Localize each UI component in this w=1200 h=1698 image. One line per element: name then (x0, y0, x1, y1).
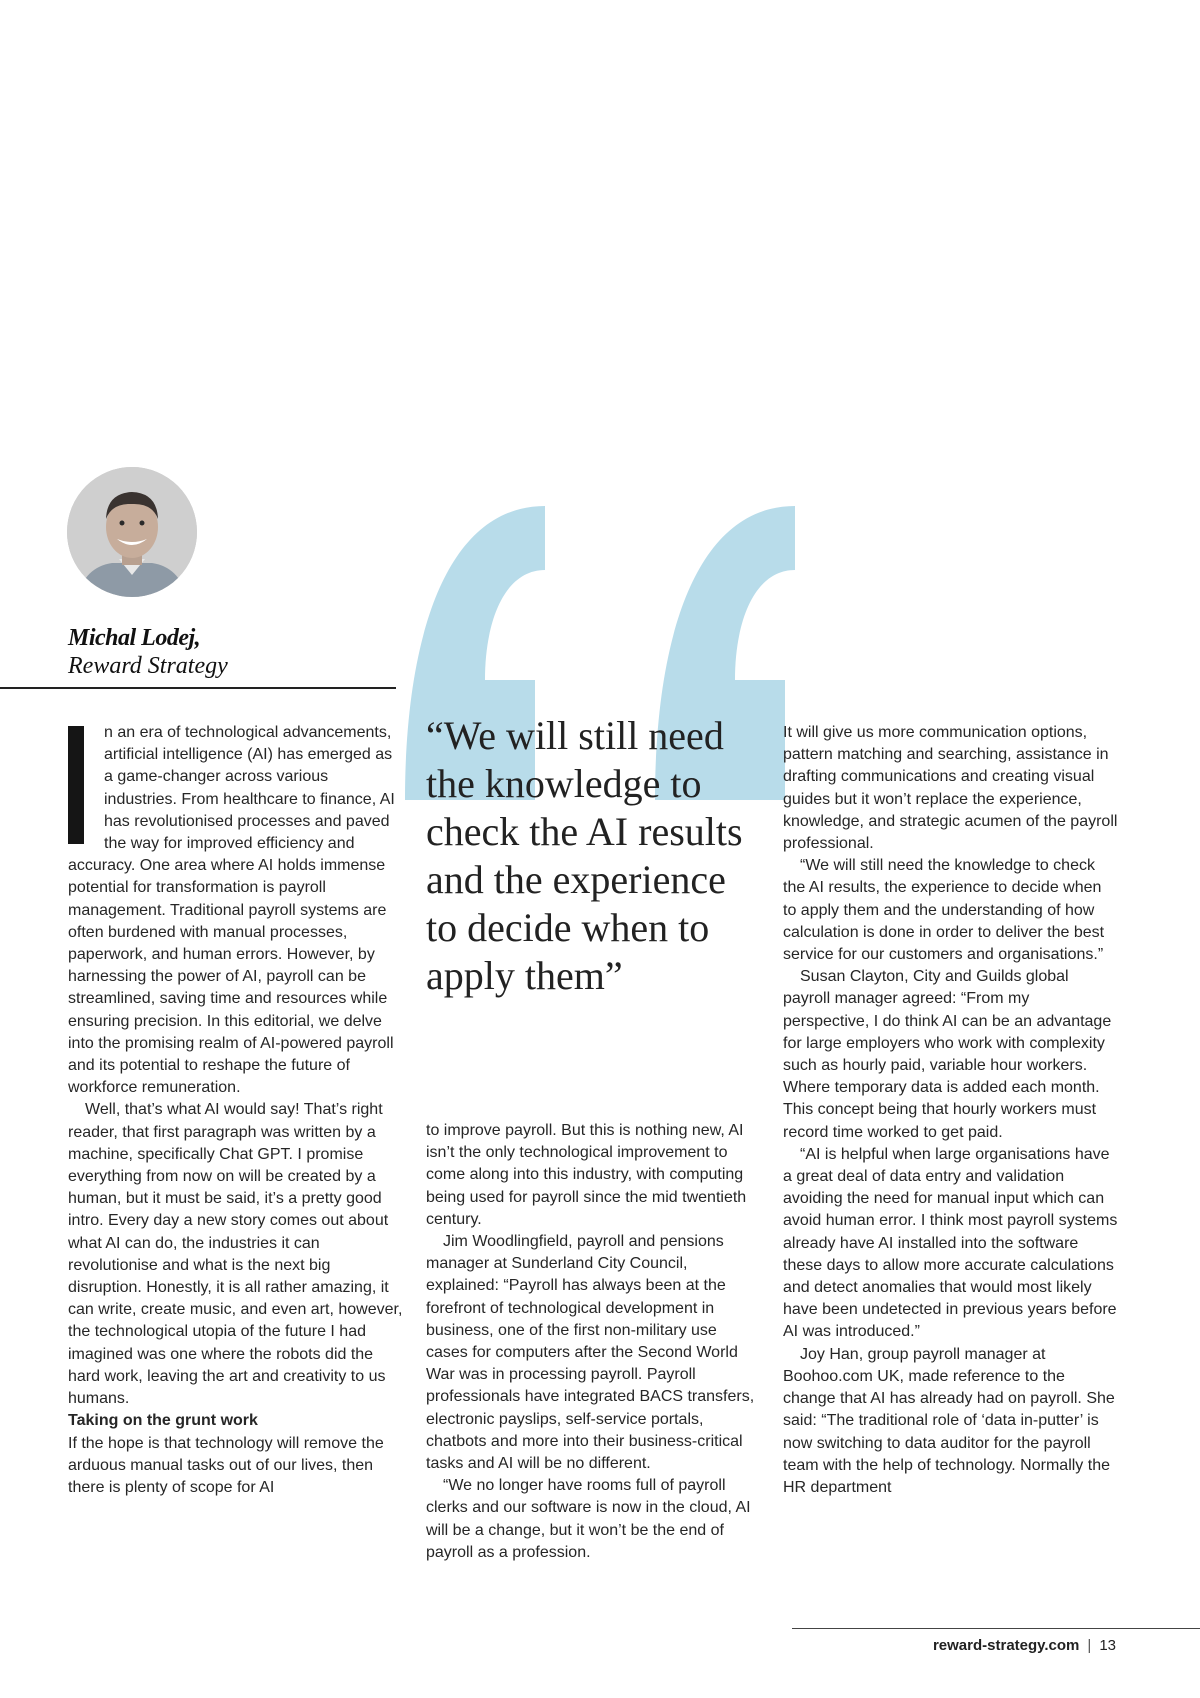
paragraph: Well, that’s what AI would say! That’s right reader, that first paragraph was written by a machine, specifically Chat GPT. I promise everything from now on will be created by a human, but it must be said, it’s a pretty good intro. Every day a new story comes out about what AI can do, the industries it can revolutionise and what is the next big disruption. Honestly, it is all rather amazing, it can write, create music, and even art, however, the technological utopia of the future I had imagined was one where the robots did the hard work, leaving the art and creativity to us humans. (68, 1101, 403, 1408)
paragraph: “AI is helpful when large organisations have a great deal of data entry and validation avoiding the need for manual input which can avoid human error. I think most payroll systems already have AI installed into the software these days to allow more accurate calculations and detect anomalies that would most likely have been undetected in previous years before AI was introduced.” (783, 1145, 1118, 1341)
footer-website: reward-strategy.com (932, 1637, 1080, 1654)
intro-paragraph: n an era of technological advancements, artificial intelligence (AI) has emerged as a game-changer across various industries. From healthcare to finance, AI has revolutionised processes and paved the way for improved efficiency and accuracy. One area where AI holds immense potential for transformation is payroll management. Traditional payroll systems are often burdened with manual processes, paperwork, and human errors. However, by harnessing the power of AI, payroll can be streamlined, saving time and resources while ensuring precision. In this editorial, we delve into the promising realm of AI-powered payroll and its potential to reshape the future of workforce remuneration. (68, 724, 395, 1097)
paragraph: Jim Woodlingfield, payroll and pensions manager at Sunderland City Council, explained: “Payroll has always been at the forefront of technological development in business, one of the first non-military use cases for computers after the Second World War was in processing payroll. Payroll professionals have integrated BACS transfers, electronic payslips, self-service portals, chatbots and more into their business-critical tasks and AI will be no different. (426, 1233, 755, 1473)
paragraph: If the hope is that technology will remove the arduous manual tasks out of our lives, then there is plenty of scope for AI (68, 1434, 384, 1496)
paragraph: “We no longer have rooms full of payroll clerks and our software is now in the cloud, AI will be a change, but it won’t be the end of payroll as a profession. (426, 1477, 751, 1561)
page-number: 13 (1099, 1637, 1116, 1654)
page-footer (933, 1637, 1116, 1654)
author-organization: Reward Strategy (68, 653, 228, 679)
author-photo (67, 467, 197, 597)
pull-quote: “We will still need the knowledge to check the AI results and the experience to decide when to apply them” (426, 713, 743, 998)
paragraph: to improve payroll. But this is nothing new, AI isn’t the only technological improvement to come along into this industry, with computing being used for payroll since the mid twentieth century. (426, 1122, 747, 1228)
paragraph: Joy Han, group payroll manager at Boohoo.com UK, made reference to the change that AI has already had on payroll. She said: “The traditional role of ‘data in-putter’ is now switching to data auditor for the payroll team with the help of technology. Normally the HR department (783, 1345, 1115, 1496)
article-column-3 (783, 722, 1118, 1499)
article-column-2 (426, 1120, 761, 1564)
paragraph: “We will still need the knowledge to check the AI results, the experience to decide when to apply them and the understanding of how calculation is done in order to deliver the best service for our customers and organisations.” (783, 857, 1105, 964)
footer-divider (792, 1628, 1200, 1629)
author-name: Michal Lodej, (68, 625, 201, 651)
drop-cap (68, 726, 84, 844)
author-portrait-icon (67, 467, 197, 597)
section-subheading: Taking on the grunt work (68, 1412, 258, 1430)
byline-divider (0, 687, 396, 689)
paragraph: Susan Clayton, City and Guilds global payroll manager agreed: “From my perspective, I do think AI can be an advantage for large employers who work with complexity such as hourly paid, variable hour workers. Where temporary data is added each month. This concept being that hourly workers must record time worked to get paid. (783, 968, 1112, 1141)
paragraph: It will give us more communication options, pattern matching and searching, assistance in drafting communications and creating visual guides but it won’t replace the experience, knowledge, and strategic acumen of the payroll professional. (783, 724, 1118, 853)
article-column-1 (68, 722, 403, 1499)
footer-separator: | (1087, 1637, 1092, 1654)
author-byline (68, 624, 388, 680)
